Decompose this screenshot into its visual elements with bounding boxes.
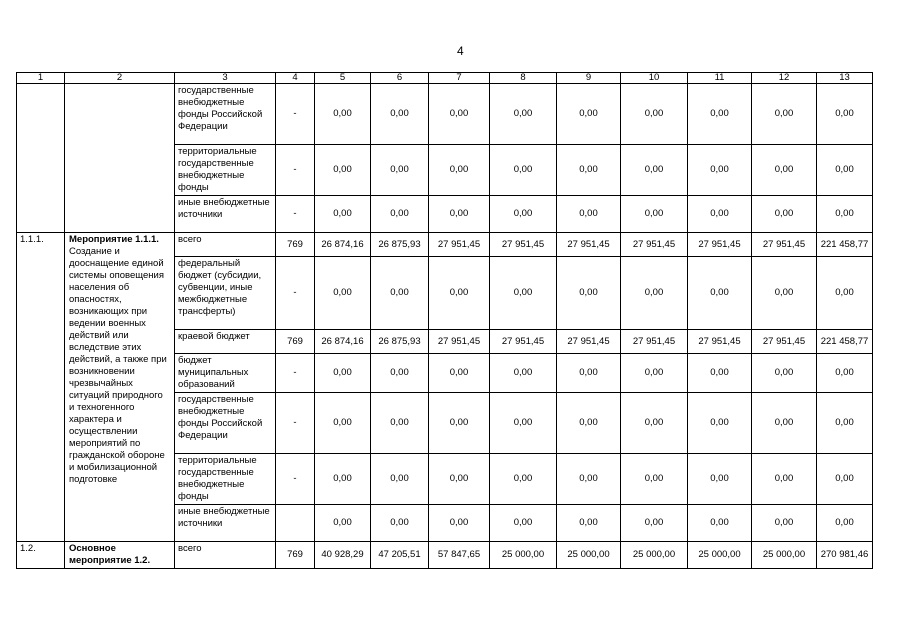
cell: 0,00	[371, 454, 429, 505]
cell: 270 981,46	[817, 542, 873, 569]
funding-source: всего	[175, 233, 276, 257]
empty-cell	[65, 84, 175, 233]
cell: 0,00	[315, 145, 371, 196]
cell: 40 928,29	[315, 542, 371, 569]
funding-source: государственные внебюджетные фонды Российской Федерации	[175, 393, 276, 454]
cell: 0,00	[621, 145, 688, 196]
cell: -	[276, 145, 315, 196]
cell: 0,00	[817, 505, 873, 542]
cell: 0,00	[315, 505, 371, 542]
cell: 0,00	[752, 354, 817, 393]
cell: 0,00	[817, 454, 873, 505]
cell: 27 951,45	[490, 330, 557, 354]
item-title: Основное мероприятие 1.2.	[69, 543, 151, 566]
cell: 0,00	[490, 196, 557, 233]
cell: 0,00	[688, 505, 752, 542]
cell: 0,00	[752, 505, 817, 542]
cell: 27 951,45	[688, 233, 752, 257]
cell: 0,00	[557, 257, 621, 330]
cell: 0,00	[429, 505, 490, 542]
cell: 0,00	[371, 84, 429, 145]
cell: 221 458,77	[817, 233, 873, 257]
cell: 0,00	[371, 196, 429, 233]
cell: 0,00	[621, 454, 688, 505]
funding-source: территориальные государственные внебюджетные фонды	[175, 454, 276, 505]
cell: 0,00	[429, 257, 490, 330]
funding-source: территориальные государственные внебюджетные фонды	[175, 145, 276, 196]
cell: 0,00	[429, 196, 490, 233]
cell: 26 875,93	[371, 330, 429, 354]
cell: 26 874,16	[315, 233, 371, 257]
budget-table	[16, 72, 873, 569]
cell: 0,00	[315, 196, 371, 233]
cell: 0,00	[621, 257, 688, 330]
header-cell: 10	[621, 73, 688, 84]
cell: 0,00	[557, 393, 621, 454]
cell: 0,00	[621, 196, 688, 233]
item-description: Создание и дооснащение единой системы оповещения населения об опасностях, возникающих при ведении военных действий или вследствие этих действий, а также при возникновении чрезвычайных ситуаций природного и техногенного характера и осуществлении мероприятий по гражданской обороне и мобилизационной подготовке	[69, 246, 167, 485]
cell: 0,00	[429, 145, 490, 196]
funding-source: федеральный бюджет (субсидии, субвенции, иные межбюджетные трансферты)	[175, 257, 276, 330]
cell: 0,00	[557, 145, 621, 196]
item-name-cell	[65, 233, 175, 542]
cell: 0,00	[752, 196, 817, 233]
cell: 0,00	[371, 393, 429, 454]
cell: 0,00	[621, 393, 688, 454]
cell: 0,00	[429, 454, 490, 505]
cell: -	[276, 454, 315, 505]
funding-source: государственные внебюджетные фонды Российской Федерации	[175, 84, 276, 145]
cell: 27 951,45	[752, 330, 817, 354]
cell: 47 205,51	[371, 542, 429, 569]
cell: 0,00	[490, 257, 557, 330]
funding-source: иные внебюджетные источники	[175, 196, 276, 233]
cell: 0,00	[557, 84, 621, 145]
cell: 0,00	[557, 354, 621, 393]
header-cell: 3	[175, 73, 276, 84]
cell: 27 951,45	[490, 233, 557, 257]
cell: -	[276, 354, 315, 393]
cell: 0,00	[752, 145, 817, 196]
cell: 25 000,00	[490, 542, 557, 569]
cell: 27 951,45	[621, 330, 688, 354]
cell: 25 000,00	[688, 542, 752, 569]
cell: 27 951,45	[752, 233, 817, 257]
item-title: Мероприятие 1.1.1.	[69, 234, 159, 245]
cell: 769	[276, 330, 315, 354]
cell: 0,00	[688, 354, 752, 393]
header-cell: 12	[752, 73, 817, 84]
table-row	[17, 84, 873, 145]
table-row	[17, 233, 873, 257]
cell: 25 000,00	[752, 542, 817, 569]
header-cell: 8	[490, 73, 557, 84]
cell: -	[276, 257, 315, 330]
cell: 27 951,45	[557, 233, 621, 257]
cell: 0,00	[371, 145, 429, 196]
header-cell: 11	[688, 73, 752, 84]
header-cell: 4	[276, 73, 315, 84]
cell: 0,00	[621, 354, 688, 393]
cell: 27 951,45	[429, 330, 490, 354]
cell: 0,00	[315, 354, 371, 393]
cell: 0,00	[371, 505, 429, 542]
cell: 0,00	[315, 84, 371, 145]
cell: 57 847,65	[429, 542, 490, 569]
cell: 27 951,45	[688, 330, 752, 354]
cell: 0,00	[688, 393, 752, 454]
cell: 0,00	[817, 354, 873, 393]
cell: 0,00	[429, 84, 490, 145]
cell: 0,00	[688, 454, 752, 505]
item-number: 1.1.1.	[17, 233, 65, 542]
cell: 0,00	[817, 257, 873, 330]
funding-source: иные внебюджетные источники	[175, 505, 276, 542]
empty-cell	[17, 84, 65, 233]
header-cell: 2	[65, 73, 175, 84]
cell: 0,00	[817, 145, 873, 196]
cell	[276, 505, 315, 542]
cell: 0,00	[752, 393, 817, 454]
cell: 0,00	[752, 84, 817, 145]
cell: 0,00	[490, 454, 557, 505]
cell: 0,00	[490, 505, 557, 542]
cell: -	[276, 196, 315, 233]
cell: 0,00	[429, 354, 490, 393]
cell: 0,00	[688, 257, 752, 330]
cell: 0,00	[621, 505, 688, 542]
page-number: 4	[457, 44, 464, 58]
header-cell: 6	[371, 73, 429, 84]
header-cell: 13	[817, 73, 873, 84]
cell: 0,00	[315, 454, 371, 505]
header-cell: 5	[315, 73, 371, 84]
cell: 0,00	[688, 145, 752, 196]
cell: 0,00	[490, 84, 557, 145]
cell: 0,00	[371, 257, 429, 330]
cell: 0,00	[490, 393, 557, 454]
item-name-cell	[65, 542, 175, 569]
cell: 0,00	[557, 454, 621, 505]
item-number: 1.2.	[17, 542, 65, 569]
cell: 0,00	[752, 257, 817, 330]
cell: 0,00	[817, 393, 873, 454]
cell: 0,00	[490, 145, 557, 196]
cell: -	[276, 84, 315, 145]
cell: 0,00	[315, 257, 371, 330]
cell: 0,00	[557, 505, 621, 542]
cell: 25 000,00	[621, 542, 688, 569]
cell: 0,00	[688, 196, 752, 233]
cell: 769	[276, 542, 315, 569]
header-cell: 7	[429, 73, 490, 84]
cell: 27 951,45	[429, 233, 490, 257]
cell: 26 875,93	[371, 233, 429, 257]
cell: 221 458,77	[817, 330, 873, 354]
header-row	[17, 73, 873, 84]
cell: 769	[276, 233, 315, 257]
table-row	[17, 542, 873, 569]
funding-source: краевой бюджет	[175, 330, 276, 354]
cell: 27 951,45	[621, 233, 688, 257]
header-cell: 1	[17, 73, 65, 84]
funding-source: всего	[175, 542, 276, 569]
cell: 0,00	[557, 196, 621, 233]
cell: 0,00	[817, 84, 873, 145]
cell: 27 951,45	[557, 330, 621, 354]
cell: -	[276, 393, 315, 454]
funding-source: бюджет муниципальных образований	[175, 354, 276, 393]
header-cell: 9	[557, 73, 621, 84]
cell: 0,00	[688, 84, 752, 145]
cell: 0,00	[315, 393, 371, 454]
cell: 26 874,16	[315, 330, 371, 354]
cell: 0,00	[371, 354, 429, 393]
cell: 0,00	[752, 454, 817, 505]
cell: 25 000,00	[557, 542, 621, 569]
cell: 0,00	[429, 393, 490, 454]
cell: 0,00	[490, 354, 557, 393]
cell: 0,00	[817, 196, 873, 233]
cell: 0,00	[621, 84, 688, 145]
